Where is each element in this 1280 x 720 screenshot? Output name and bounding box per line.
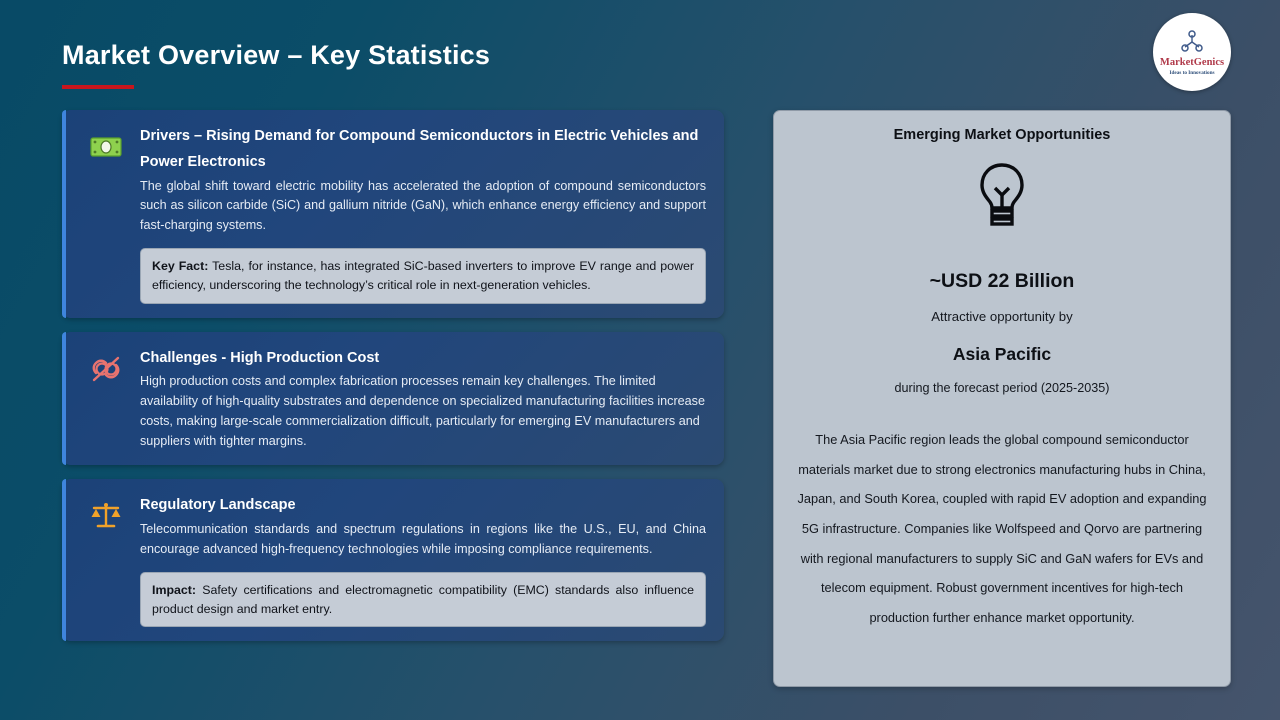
forecast-period: during the forecast period (2025-2035) [894,381,1110,395]
card-body-text: Telecommunication standards and spectrum regulations in regions like the U.S., EU, and China encourage advanced high-frequency technologies while imposing compliance requirements. [140,522,706,556]
brand-logo [1153,13,1231,91]
emerging-opportunities-panel [773,110,1231,687]
lightbulb-icon [796,161,1208,236]
panel-title: Emerging Market Opportunities [893,127,1111,143]
card-heading: Challenges - High Production Cost [140,349,380,366]
card-challenges [62,332,724,466]
title-underline-rule [62,85,134,89]
card-regulatory [62,479,724,641]
card-body-text: The global shift toward electric mobility has accelerated the adoption of compound semiconductors such as silicon carbide (SiC) and gallium nitride (GaN), which enhance energy efficiency and support fast-charging systems. [140,178,706,233]
callout-text: Tesla, for instance, has integrated SiC-based inverters to improve EV range and power efficiency, underscoring the technology’s critical role in next-generation vehicles. [152,258,694,292]
card-heading: Regulatory Landscape [140,497,296,514]
page-title: Market Overview – Key Statistics [62,40,491,70]
balance-scales-icon [86,496,126,536]
callout-text: Safety certifications and electromagnetic compatibility (EMC) standards also influence product design and market entry. [152,582,694,616]
card-drivers [62,110,724,318]
banknote-icon [86,127,126,167]
callout-label: Key Fact: [152,258,209,273]
molecule-icon [1179,30,1205,57]
logo-tagline: Ideas to Innovations [1169,69,1215,76]
callout-label: Impact: [152,582,197,597]
opportunity-subtitle: Attractive opportunity by [931,309,1073,324]
panel-paragraph: The Asia Pacific region leads the global compound semiconductor materials market due to strong electronics manufacturing hubs in China, Japan, and South Korea, coupled with rapid EV adoption and expanding 5G infrastructure. Companies like Wolfspeed and Qorvo are partnering with regional manufacturers to supply SiC and GaN wafers for EVs and telecom equipment. Robust government incentives for high-tech production further enhance market opportunity. [797,432,1207,626]
opportunity-value: ~USD 22 Billion [929,270,1075,292]
impact-callout [140,572,706,628]
card-heading: Drivers – Rising Demand for Compound Semiconductors in Electric Vehicles and Power Electronics [140,128,699,170]
opportunity-region: Asia Pacific [952,344,1052,364]
key-fact-callout [140,248,706,304]
broken-link-icon [86,349,126,389]
statistics-card-list [62,110,724,655]
logo-name: MarketGenics [1159,57,1225,69]
card-body-text: High production costs and complex fabrication processes remain key challenges. The limited availability of high-quality substrates and dependence on specialized manufacturing facilities increase costs, making large-scale commercialization difficult, particularly for emerging EV manufacturers and suppliers with tighter margins. [140,374,705,448]
